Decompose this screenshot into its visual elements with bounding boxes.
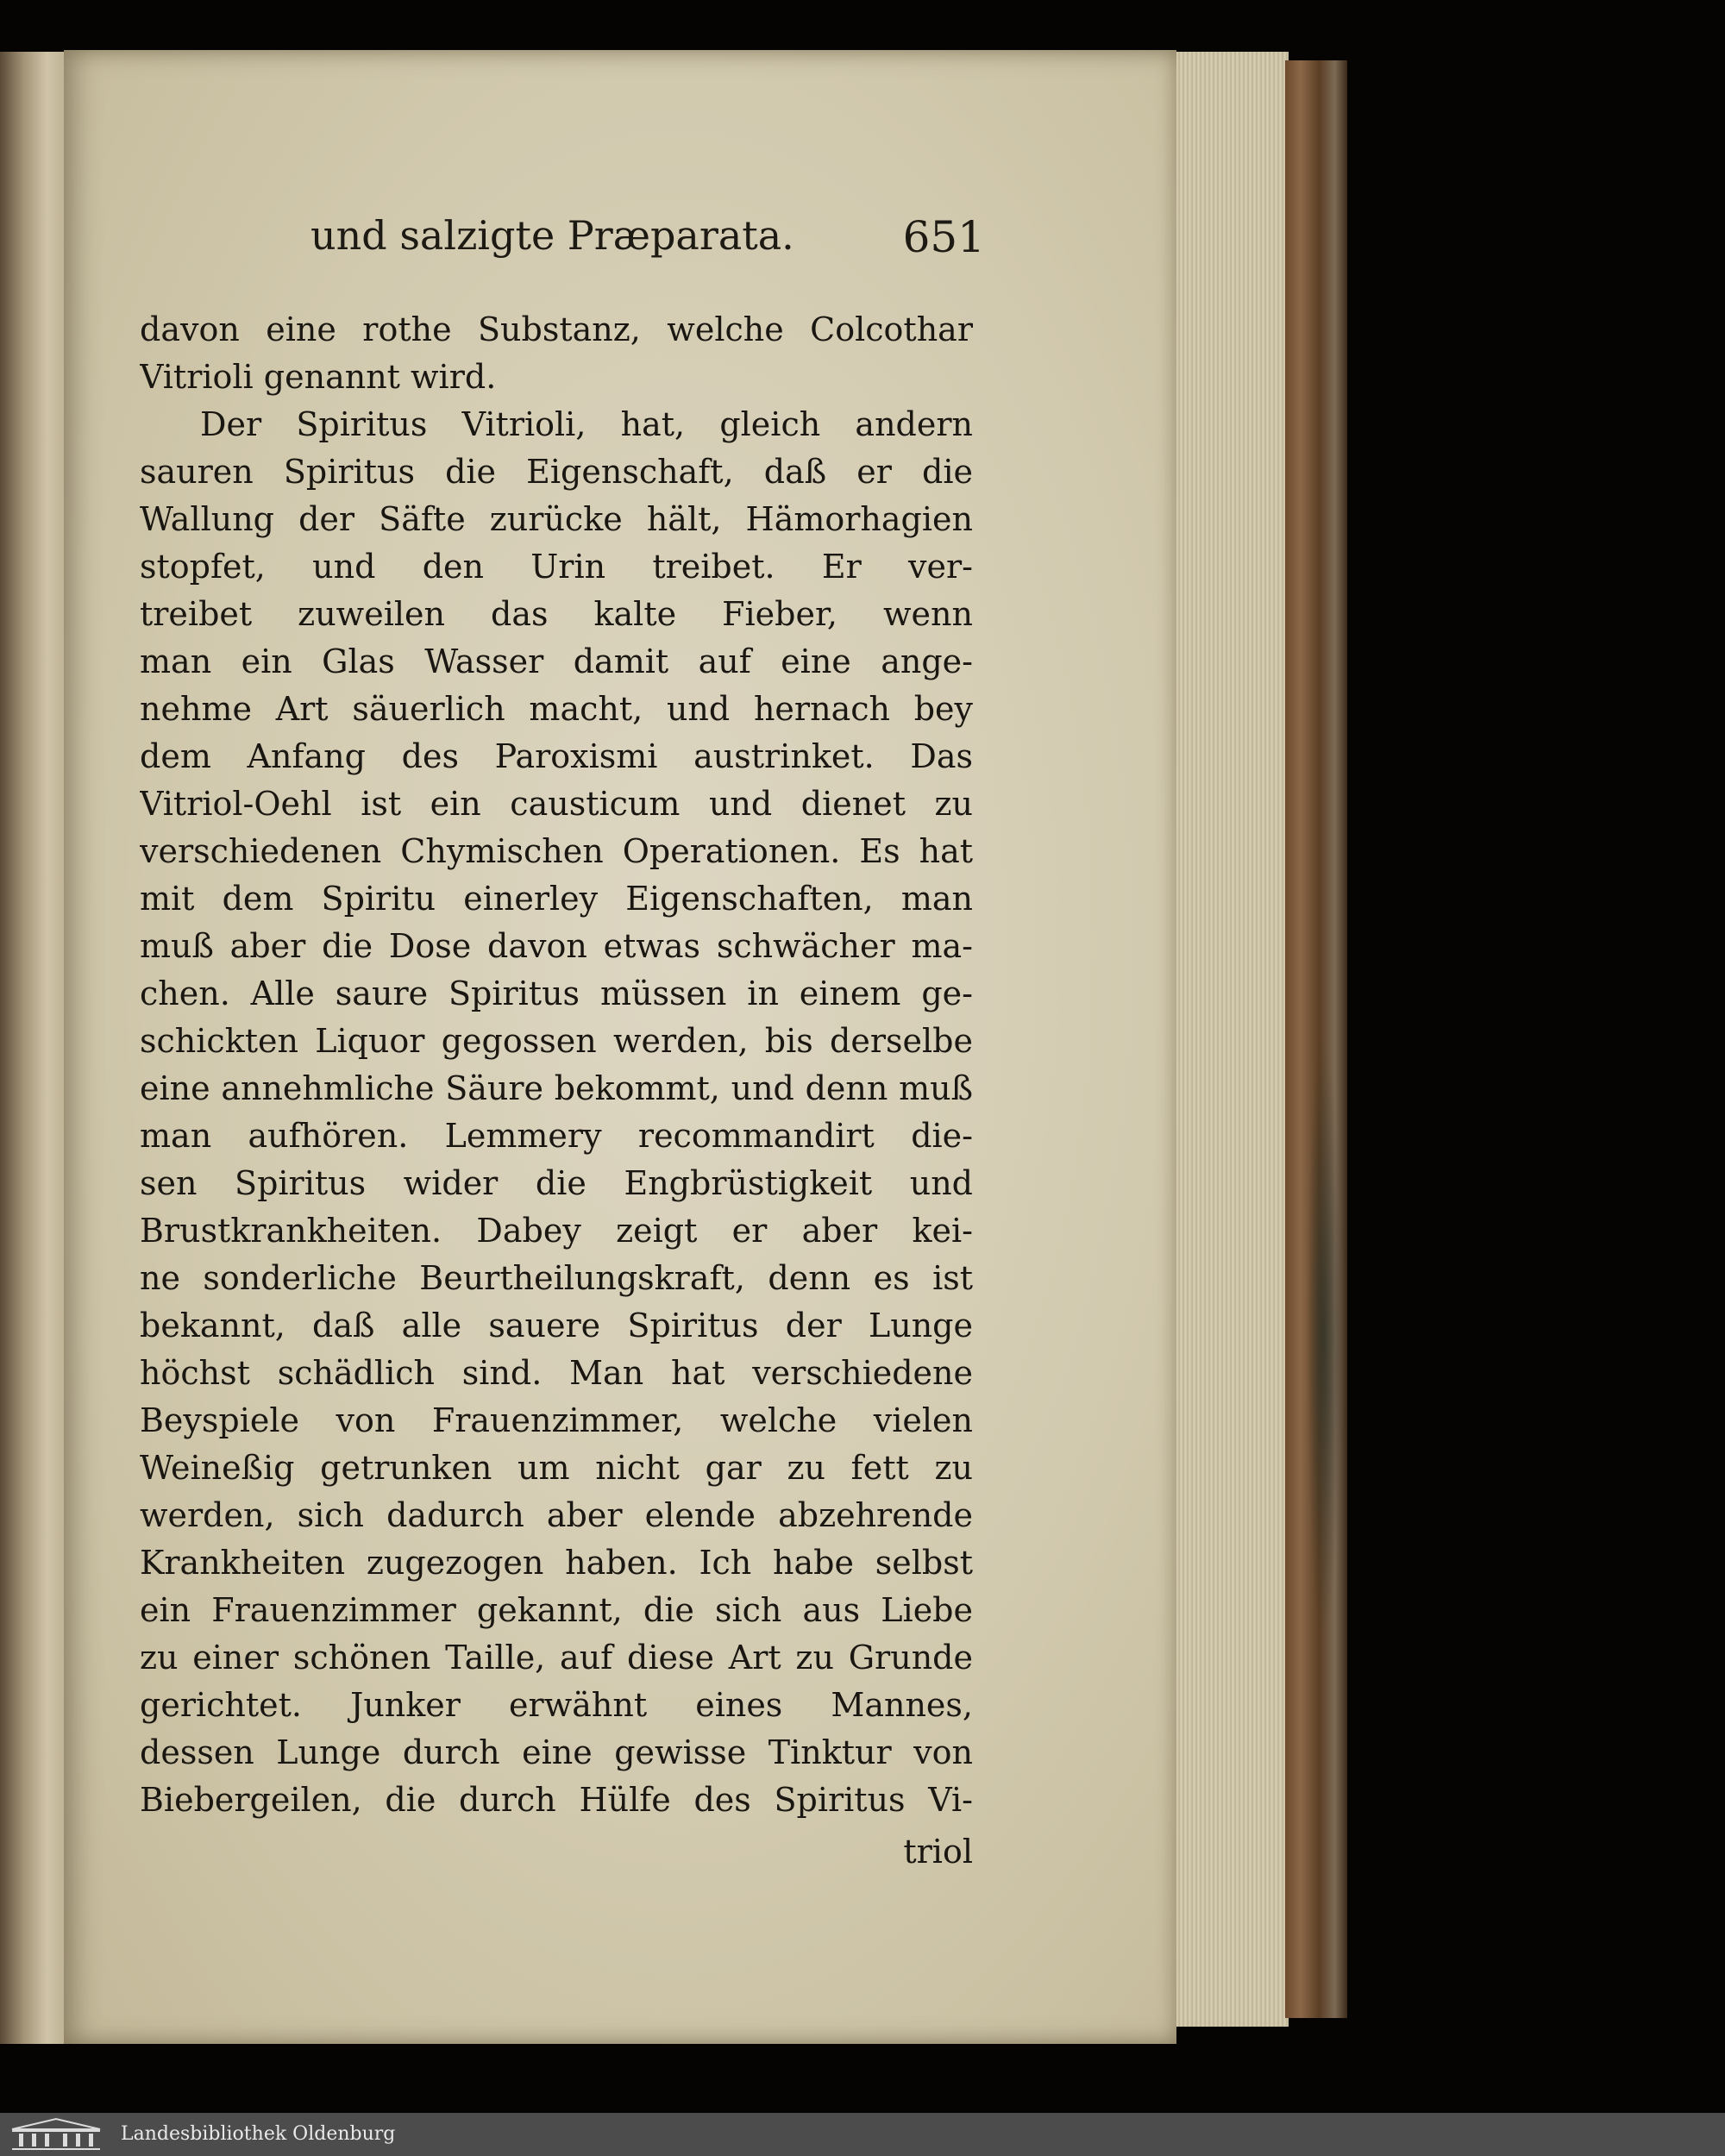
facing-page-edge xyxy=(0,52,67,2044)
text-line: mit dem Spiritu einerley Eigenschaften, man xyxy=(140,880,973,918)
text-line: Brustkrankheiten. Dabey zeigt er aber kei- xyxy=(140,1212,973,1250)
page-number: 651 xyxy=(902,212,985,262)
running-title: und salzigte Præparata. xyxy=(310,212,794,259)
text-line: muß aber die Dose davon etwas schwächer ma- xyxy=(140,927,973,965)
text-line: nehme Art säuerlich macht, und hernach bey xyxy=(140,690,973,728)
text-line: chen. Alle saure Spiritus müssen in einem ge- xyxy=(140,975,973,1012)
text-line: sen Spiritus wider die Engbrüstigkeit und xyxy=(140,1164,973,1202)
text-line: Weineßig getrunken um nicht gar zu fett zu xyxy=(140,1449,973,1487)
text-line: Vitriol-Oehl ist ein causticum und dienet zu xyxy=(140,785,973,823)
text-line: Krankheiten zugezogen haben. Ich habe selbst xyxy=(140,1544,973,1582)
body-text xyxy=(140,306,973,1893)
text-line: Beyspiele von Frauenzimmer, welche vielen xyxy=(140,1401,973,1439)
cover-stain xyxy=(1307,1035,1341,1639)
text-line: eine annehmliche Säure bekommt, und denn muß xyxy=(140,1069,973,1107)
text-line: davon eine rothe Substanz, welche Colcothar xyxy=(140,310,973,348)
text-line: Der Spiritus Vitrioli, hat, gleich andern xyxy=(200,405,973,443)
text-line: verschiedenen Chymischen Operationen. Es hat xyxy=(140,832,973,870)
text-line: treibet zuweilen das kalte Fieber, wenn xyxy=(140,595,973,633)
text-line: ein Frauenzimmer gekannt, die sich aus Liebe xyxy=(140,1591,973,1629)
text-line: dem Anfang des Paroxismi austrinket. Das xyxy=(140,737,973,775)
text-line: werden, sich dadurch aber elende abzehrende xyxy=(140,1496,973,1534)
text-line: gerichtet. Junker erwähnt eines Mannes, xyxy=(140,1686,973,1724)
text-line: bekannt, daß alle sauere Spiritus der Lunge xyxy=(140,1307,973,1344)
text-line: Biebergeilen, die durch Hülfe des Spiritus Vi- xyxy=(140,1781,973,1819)
text-line: Wallung der Säfte zurücke hält, Hämorhagien xyxy=(140,500,973,538)
text-line: man ein Glas Wasser damit auf eine ange- xyxy=(140,642,973,680)
library-building-icon xyxy=(9,2117,104,2152)
text-line: schickten Liquor gegossen werden, bis derselbe xyxy=(140,1022,973,1060)
text-line: höchst schädlich sind. Man hat verschiedene xyxy=(140,1354,973,1392)
text-line: stopfet, und den Urin treibet. Er ver- xyxy=(140,548,973,586)
library-name: Landesbibliothek Oldenburg xyxy=(121,2123,396,2145)
text-line: Vitrioli genannt wird. xyxy=(140,358,497,396)
text-line: dessen Lunge durch eine gewisse Tinktur von xyxy=(140,1733,973,1771)
text-line: zu einer schönen Taille, auf diese Art zu Grunde xyxy=(140,1639,973,1677)
text-line: man aufhören. Lemmery recommandirt die- xyxy=(140,1117,973,1155)
catchword: triol xyxy=(903,1833,973,1871)
text-line: ne sonderliche Beurtheilungskraft, denn es ist xyxy=(140,1259,973,1297)
page-header xyxy=(310,212,985,264)
text-line: sauren Spiritus die Eigenschaft, daß er die xyxy=(140,453,973,491)
page-stack-edge xyxy=(1176,52,1289,2027)
